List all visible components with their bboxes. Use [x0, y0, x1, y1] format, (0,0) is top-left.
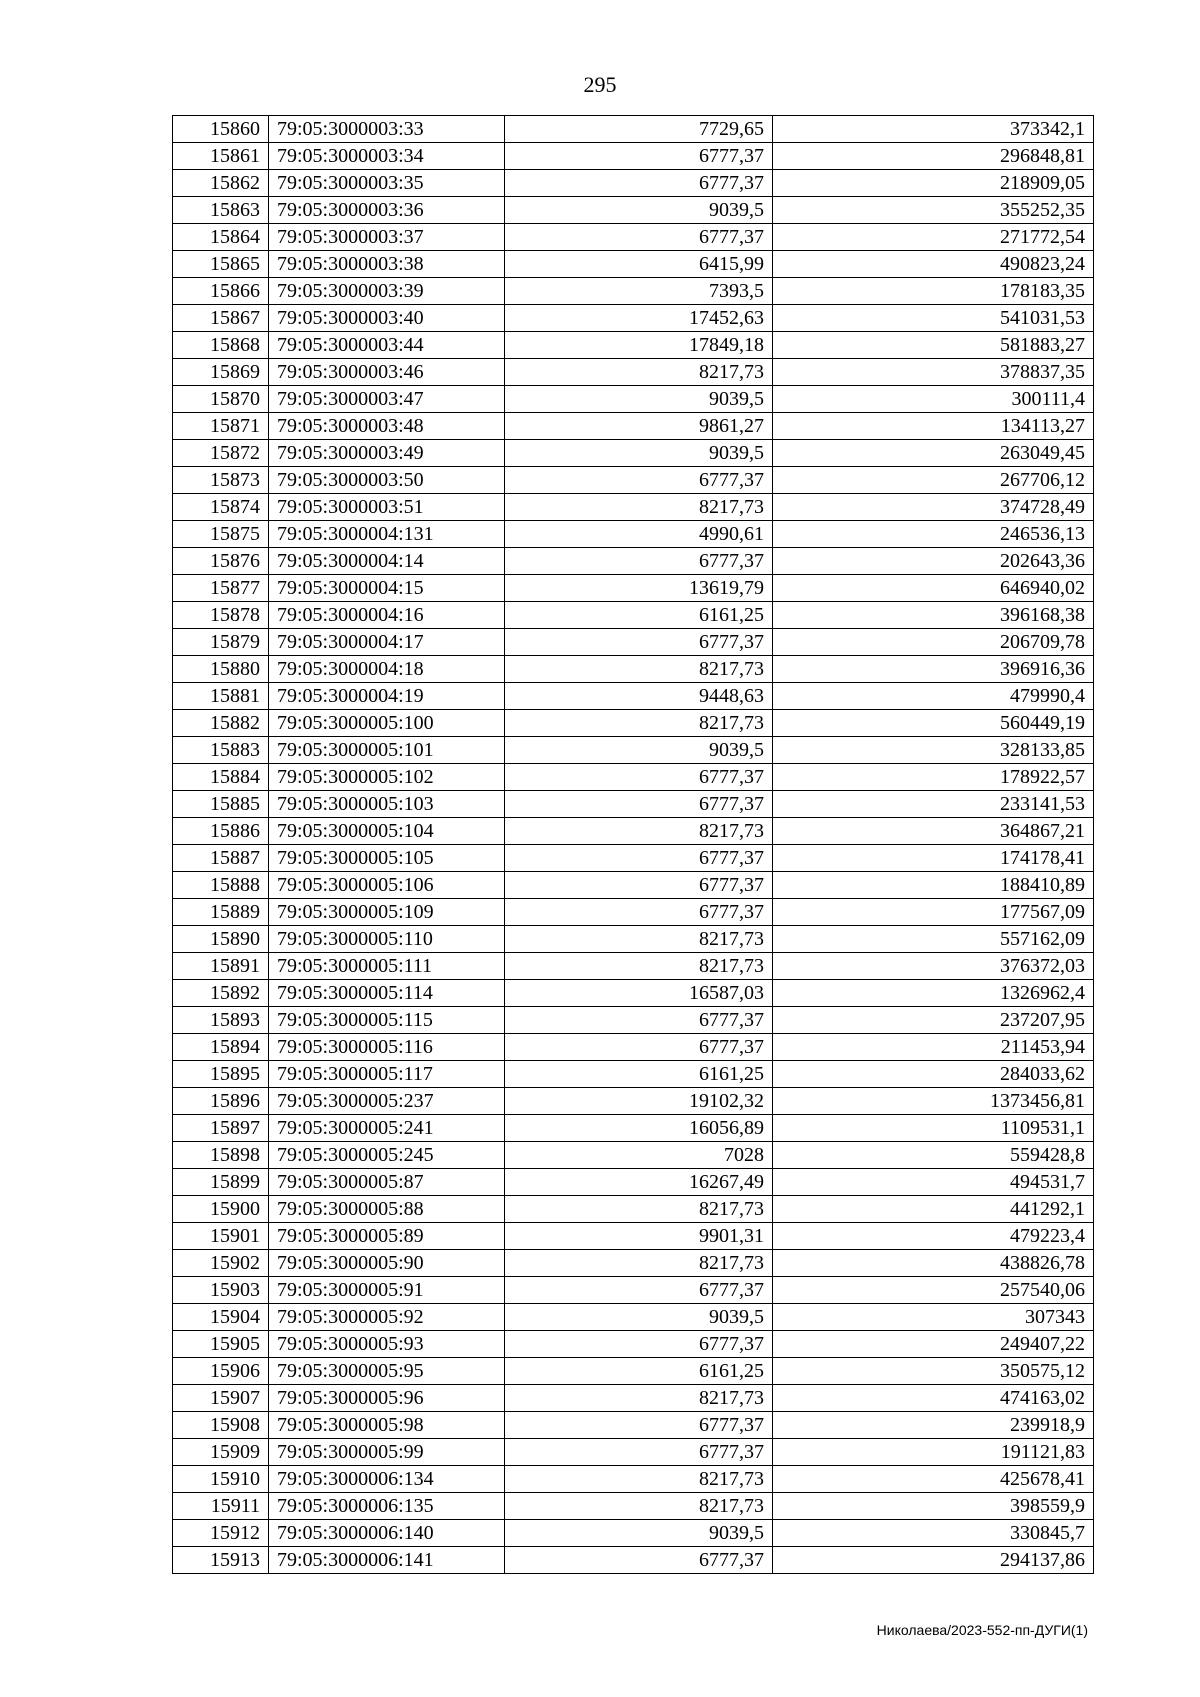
row-number-cell: 15866: [173, 278, 269, 305]
row-number-cell: 15871: [173, 413, 269, 440]
amount-cell: 396916,36: [773, 656, 1094, 683]
table-row: [173, 1088, 1094, 1115]
amount-cell: 1373456,81: [773, 1088, 1094, 1115]
amount-cell: 541031,53: [773, 305, 1094, 332]
row-number-cell: 15913: [173, 1547, 269, 1574]
cadastral-number-cell: 79:05:3000003:40: [269, 305, 505, 332]
table-row: [173, 224, 1094, 251]
cadastral-number-cell: 79:05:3000006:140: [269, 1520, 505, 1547]
cadastral-number-cell: 79:05:3000003:50: [269, 467, 505, 494]
value-cell: 8217,73: [505, 953, 773, 980]
cadastral-number-cell: 79:05:3000004:19: [269, 683, 505, 710]
table-row: [173, 926, 1094, 953]
table-row: [173, 845, 1094, 872]
amount-cell: 233141,53: [773, 791, 1094, 818]
table-row: [173, 1304, 1094, 1331]
table-row: [173, 1466, 1094, 1493]
table-row: [173, 170, 1094, 197]
amount-cell: 479990,4: [773, 683, 1094, 710]
amount-cell: 178183,35: [773, 278, 1094, 305]
table-row: [173, 575, 1094, 602]
cadastral-number-cell: 79:05:3000005:92: [269, 1304, 505, 1331]
amount-cell: 271772,54: [773, 224, 1094, 251]
table-row: [173, 1142, 1094, 1169]
amount-cell: 373342,1: [773, 116, 1094, 143]
table-row: [173, 1493, 1094, 1520]
cadastral-number-cell: 79:05:3000004:131: [269, 521, 505, 548]
table-row: [173, 1196, 1094, 1223]
amount-cell: 364867,21: [773, 818, 1094, 845]
cadastral-number-cell: 79:05:3000005:100: [269, 710, 505, 737]
table-row: [173, 656, 1094, 683]
cadastral-number-cell: 79:05:3000005:109: [269, 899, 505, 926]
value-cell: 6777,37: [505, 791, 773, 818]
row-number-cell: 15862: [173, 170, 269, 197]
amount-cell: 188410,89: [773, 872, 1094, 899]
row-number-cell: 15875: [173, 521, 269, 548]
table-row: [173, 710, 1094, 737]
cadastral-number-cell: 79:05:3000004:15: [269, 575, 505, 602]
amount-cell: 307343: [773, 1304, 1094, 1331]
cadastral-number-cell: 79:05:3000005:117: [269, 1061, 505, 1088]
table-row: [173, 1250, 1094, 1277]
amount-cell: 560449,19: [773, 710, 1094, 737]
value-cell: 8217,73: [505, 359, 773, 386]
cadastral-number-cell: 79:05:3000004:17: [269, 629, 505, 656]
amount-cell: 330845,7: [773, 1520, 1094, 1547]
cadastral-number-cell: 79:05:3000005:241: [269, 1115, 505, 1142]
table-row: [173, 1115, 1094, 1142]
table-row: [173, 602, 1094, 629]
row-number-cell: 15886: [173, 818, 269, 845]
cadastral-number-cell: 79:05:3000003:35: [269, 170, 505, 197]
amount-cell: 1326962,4: [773, 980, 1094, 1007]
value-cell: 8217,73: [505, 1250, 773, 1277]
amount-cell: 355252,35: [773, 197, 1094, 224]
row-number-cell: 15891: [173, 953, 269, 980]
value-cell: 6777,37: [505, 143, 773, 170]
value-cell: 6777,37: [505, 1034, 773, 1061]
table-row: [173, 386, 1094, 413]
cadastral-number-cell: 79:05:3000005:105: [269, 845, 505, 872]
cadastral-number-cell: 79:05:3000005:111: [269, 953, 505, 980]
table-row: [173, 872, 1094, 899]
row-number-cell: 15898: [173, 1142, 269, 1169]
value-cell: 8217,73: [505, 494, 773, 521]
table-row: [173, 764, 1094, 791]
amount-cell: 300111,4: [773, 386, 1094, 413]
row-number-cell: 15900: [173, 1196, 269, 1223]
value-cell: 8217,73: [505, 818, 773, 845]
row-number-cell: 15892: [173, 980, 269, 1007]
amount-cell: 396168,38: [773, 602, 1094, 629]
amount-cell: 174178,41: [773, 845, 1094, 872]
page-number: 295: [583, 72, 617, 97]
table-row: [173, 413, 1094, 440]
amount-cell: 296848,81: [773, 143, 1094, 170]
amount-cell: 267706,12: [773, 467, 1094, 494]
table-row: [173, 791, 1094, 818]
row-number-cell: 15867: [173, 305, 269, 332]
value-cell: 6161,25: [505, 1061, 773, 1088]
table-row: [173, 521, 1094, 548]
row-number-cell: 15895: [173, 1061, 269, 1088]
amount-cell: 441292,1: [773, 1196, 1094, 1223]
amount-cell: 263049,45: [773, 440, 1094, 467]
value-cell: 9448,63: [505, 683, 773, 710]
amount-cell: 378837,35: [773, 359, 1094, 386]
cadastral-number-cell: 79:05:3000003:47: [269, 386, 505, 413]
row-number-cell: 15883: [173, 737, 269, 764]
row-number-cell: 15870: [173, 386, 269, 413]
cadastral-number-cell: 79:05:3000005:103: [269, 791, 505, 818]
cadastral-number-cell: 79:05:3000003:38: [269, 251, 505, 278]
row-number-cell: 15894: [173, 1034, 269, 1061]
cadastral-number-cell: 79:05:3000005:102: [269, 764, 505, 791]
row-number-cell: 15885: [173, 791, 269, 818]
table-row: [173, 1331, 1094, 1358]
amount-cell: 328133,85: [773, 737, 1094, 764]
cadastral-number-cell: 79:05:3000005:110: [269, 926, 505, 953]
cadastral-number-cell: 79:05:3000005:88: [269, 1196, 505, 1223]
value-cell: 8217,73: [505, 1385, 773, 1412]
value-cell: 13619,79: [505, 575, 773, 602]
table-row: [173, 305, 1094, 332]
value-cell: 6777,37: [505, 1439, 773, 1466]
value-cell: 9039,5: [505, 440, 773, 467]
row-number-cell: 15893: [173, 1007, 269, 1034]
value-cell: 8217,73: [505, 1196, 773, 1223]
cadastral-number-cell: 79:05:3000005:237: [269, 1088, 505, 1115]
value-cell: 6777,37: [505, 1331, 773, 1358]
value-cell: 7393,5: [505, 278, 773, 305]
cadastral-number-cell: 79:05:3000005:245: [269, 1142, 505, 1169]
cadastral-number-cell: 79:05:3000006:141: [269, 1547, 505, 1574]
row-number-cell: 15877: [173, 575, 269, 602]
table-row: [173, 737, 1094, 764]
row-number-cell: 15863: [173, 197, 269, 224]
row-number-cell: 15899: [173, 1169, 269, 1196]
value-cell: 9039,5: [505, 197, 773, 224]
value-cell: 6777,37: [505, 1277, 773, 1304]
table-row: [173, 143, 1094, 170]
data-table: [172, 115, 1094, 1574]
table-row: [173, 1061, 1094, 1088]
value-cell: 4990,61: [505, 521, 773, 548]
value-cell: 8217,73: [505, 1493, 773, 1520]
table-row: [173, 1223, 1094, 1250]
amount-cell: 398559,9: [773, 1493, 1094, 1520]
amount-cell: 474163,02: [773, 1385, 1094, 1412]
footer-reference: Николаева/2023-552-пп-ДУГИ(1): [876, 1622, 1088, 1638]
row-number-cell: 15908: [173, 1412, 269, 1439]
cadastral-number-cell: 79:05:3000005:90: [269, 1250, 505, 1277]
cadastral-number-cell: 79:05:3000005:104: [269, 818, 505, 845]
value-cell: 16587,03: [505, 980, 773, 1007]
table-row: [173, 494, 1094, 521]
value-cell: 6777,37: [505, 1547, 773, 1574]
amount-cell: 294137,86: [773, 1547, 1094, 1574]
row-number-cell: 15868: [173, 332, 269, 359]
row-number-cell: 15897: [173, 1115, 269, 1142]
row-number-cell: 15889: [173, 899, 269, 926]
value-cell: 17849,18: [505, 332, 773, 359]
value-cell: 6161,25: [505, 1358, 773, 1385]
value-cell: 6161,25: [505, 602, 773, 629]
row-number-cell: 15887: [173, 845, 269, 872]
amount-cell: 284033,62: [773, 1061, 1094, 1088]
cadastral-number-cell: 79:05:3000003:51: [269, 494, 505, 521]
value-cell: 6777,37: [505, 170, 773, 197]
amount-cell: 218909,05: [773, 170, 1094, 197]
row-number-cell: 15890: [173, 926, 269, 953]
cadastral-number-cell: 79:05:3000003:48: [269, 413, 505, 440]
amount-cell: 376372,03: [773, 953, 1094, 980]
amount-cell: 581883,27: [773, 332, 1094, 359]
row-number-cell: 15882: [173, 710, 269, 737]
cadastral-number-cell: 79:05:3000006:134: [269, 1466, 505, 1493]
value-cell: 6777,37: [505, 845, 773, 872]
table-body: [173, 116, 1094, 1574]
table-row: [173, 899, 1094, 926]
value-cell: 19102,32: [505, 1088, 773, 1115]
value-cell: 8217,73: [505, 710, 773, 737]
value-cell: 16267,49: [505, 1169, 773, 1196]
table-row: [173, 1547, 1094, 1574]
table-row: [173, 629, 1094, 656]
cadastral-number-cell: 79:05:3000005:115: [269, 1007, 505, 1034]
cadastral-number-cell: 79:05:3000003:36: [269, 197, 505, 224]
row-number-cell: 15896: [173, 1088, 269, 1115]
cadastral-number-cell: 79:05:3000004:18: [269, 656, 505, 683]
cadastral-number-cell: 79:05:3000005:116: [269, 1034, 505, 1061]
cadastral-number-cell: 79:05:3000005:101: [269, 737, 505, 764]
cadastral-number-cell: 79:05:3000003:33: [269, 116, 505, 143]
table-row: [173, 980, 1094, 1007]
amount-cell: 206709,78: [773, 629, 1094, 656]
row-number-cell: 15905: [173, 1331, 269, 1358]
amount-cell: 211453,94: [773, 1034, 1094, 1061]
table-row: [173, 818, 1094, 845]
row-number-cell: 15907: [173, 1385, 269, 1412]
cadastral-number-cell: 79:05:3000005:93: [269, 1331, 505, 1358]
value-cell: 6777,37: [505, 629, 773, 656]
row-number-cell: 15888: [173, 872, 269, 899]
cadastral-number-cell: 79:05:3000005:89: [269, 1223, 505, 1250]
cadastral-number-cell: 79:05:3000003:44: [269, 332, 505, 359]
amount-cell: 257540,06: [773, 1277, 1094, 1304]
table-row: [173, 1439, 1094, 1466]
value-cell: 9039,5: [505, 1520, 773, 1547]
table-row: [173, 1169, 1094, 1196]
cadastral-number-cell: 79:05:3000005:96: [269, 1385, 505, 1412]
amount-cell: 177567,09: [773, 899, 1094, 926]
row-number-cell: 15909: [173, 1439, 269, 1466]
amount-cell: 237207,95: [773, 1007, 1094, 1034]
row-number-cell: 15904: [173, 1304, 269, 1331]
value-cell: 9901,31: [505, 1223, 773, 1250]
cadastral-number-cell: 79:05:3000006:135: [269, 1493, 505, 1520]
row-number-cell: 15901: [173, 1223, 269, 1250]
table-row: [173, 1007, 1094, 1034]
row-number-cell: 15902: [173, 1250, 269, 1277]
amount-cell: 479223,4: [773, 1223, 1094, 1250]
row-number-cell: 15884: [173, 764, 269, 791]
cadastral-number-cell: 79:05:3000003:49: [269, 440, 505, 467]
amount-cell: 246536,13: [773, 521, 1094, 548]
cadastral-number-cell: 79:05:3000003:34: [269, 143, 505, 170]
value-cell: 16056,89: [505, 1115, 773, 1142]
table-row: [173, 548, 1094, 575]
cadastral-number-cell: 79:05:3000005:106: [269, 872, 505, 899]
table-row: [173, 116, 1094, 143]
value-cell: 6777,37: [505, 899, 773, 926]
row-number-cell: 15874: [173, 494, 269, 521]
amount-cell: 494531,7: [773, 1169, 1094, 1196]
cadastral-number-cell: 79:05:3000005:98: [269, 1412, 505, 1439]
table-row: [173, 467, 1094, 494]
amount-cell: 350575,12: [773, 1358, 1094, 1385]
row-number-cell: 15872: [173, 440, 269, 467]
amount-cell: 202643,36: [773, 548, 1094, 575]
row-number-cell: 15910: [173, 1466, 269, 1493]
value-cell: 9861,27: [505, 413, 773, 440]
cadastral-number-cell: 79:05:3000004:14: [269, 548, 505, 575]
value-cell: 8217,73: [505, 656, 773, 683]
table-row: [173, 197, 1094, 224]
row-number-cell: 15865: [173, 251, 269, 278]
cadastral-number-cell: 79:05:3000003:39: [269, 278, 505, 305]
cadastral-number-cell: 79:05:3000005:87: [269, 1169, 505, 1196]
value-cell: 7028: [505, 1142, 773, 1169]
value-cell: 8217,73: [505, 926, 773, 953]
value-cell: 6777,37: [505, 467, 773, 494]
row-number-cell: 15880: [173, 656, 269, 683]
cadastral-number-cell: 79:05:3000003:46: [269, 359, 505, 386]
value-cell: 8217,73: [505, 1466, 773, 1493]
amount-cell: 438826,78: [773, 1250, 1094, 1277]
amount-cell: 559428,8: [773, 1142, 1094, 1169]
row-number-cell: 15906: [173, 1358, 269, 1385]
row-number-cell: 15873: [173, 467, 269, 494]
cadastral-number-cell: 79:05:3000003:37: [269, 224, 505, 251]
row-number-cell: 15878: [173, 602, 269, 629]
cadastral-number-cell: 79:05:3000005:114: [269, 980, 505, 1007]
value-cell: 6777,37: [505, 872, 773, 899]
amount-cell: 425678,41: [773, 1466, 1094, 1493]
value-cell: 9039,5: [505, 737, 773, 764]
amount-cell: 374728,49: [773, 494, 1094, 521]
cadastral-number-cell: 79:05:3000005:91: [269, 1277, 505, 1304]
amount-cell: 249407,22: [773, 1331, 1094, 1358]
value-cell: 9039,5: [505, 1304, 773, 1331]
value-cell: 6777,37: [505, 1007, 773, 1034]
table-row: [173, 440, 1094, 467]
amount-cell: 1109531,1: [773, 1115, 1094, 1142]
table-row: [173, 1358, 1094, 1385]
amount-cell: 134113,27: [773, 413, 1094, 440]
cadastral-number-cell: 79:05:3000005:95: [269, 1358, 505, 1385]
row-number-cell: 15903: [173, 1277, 269, 1304]
value-cell: 7729,65: [505, 116, 773, 143]
amount-cell: 191121,83: [773, 1439, 1094, 1466]
amount-cell: 557162,09: [773, 926, 1094, 953]
value-cell: 17452,63: [505, 305, 773, 332]
amount-cell: 178922,57: [773, 764, 1094, 791]
value-cell: 6777,37: [505, 1412, 773, 1439]
table-row: [173, 278, 1094, 305]
value-cell: 6415,99: [505, 251, 773, 278]
row-number-cell: 15869: [173, 359, 269, 386]
value-cell: 6777,37: [505, 224, 773, 251]
row-number-cell: 15879: [173, 629, 269, 656]
row-number-cell: 15912: [173, 1520, 269, 1547]
table-row: [173, 683, 1094, 710]
table-row: [173, 1034, 1094, 1061]
row-number-cell: 15881: [173, 683, 269, 710]
table-row: [173, 359, 1094, 386]
table-row: [173, 332, 1094, 359]
row-number-cell: 15860: [173, 116, 269, 143]
row-number-cell: 15876: [173, 548, 269, 575]
amount-cell: 239918,9: [773, 1412, 1094, 1439]
value-cell: 6777,37: [505, 764, 773, 791]
table-row: [173, 1385, 1094, 1412]
cadastral-number-cell: 79:05:3000005:99: [269, 1439, 505, 1466]
table-row: [173, 251, 1094, 278]
amount-cell: 490823,24: [773, 251, 1094, 278]
cadastral-number-cell: 79:05:3000004:16: [269, 602, 505, 629]
table-row: [173, 1277, 1094, 1304]
row-number-cell: 15911: [173, 1493, 269, 1520]
value-cell: 6777,37: [505, 548, 773, 575]
value-cell: 9039,5: [505, 386, 773, 413]
row-number-cell: 15861: [173, 143, 269, 170]
table-row: [173, 1520, 1094, 1547]
amount-cell: 646940,02: [773, 575, 1094, 602]
table-row: [173, 953, 1094, 980]
table-row: [173, 1412, 1094, 1439]
row-number-cell: 15864: [173, 224, 269, 251]
